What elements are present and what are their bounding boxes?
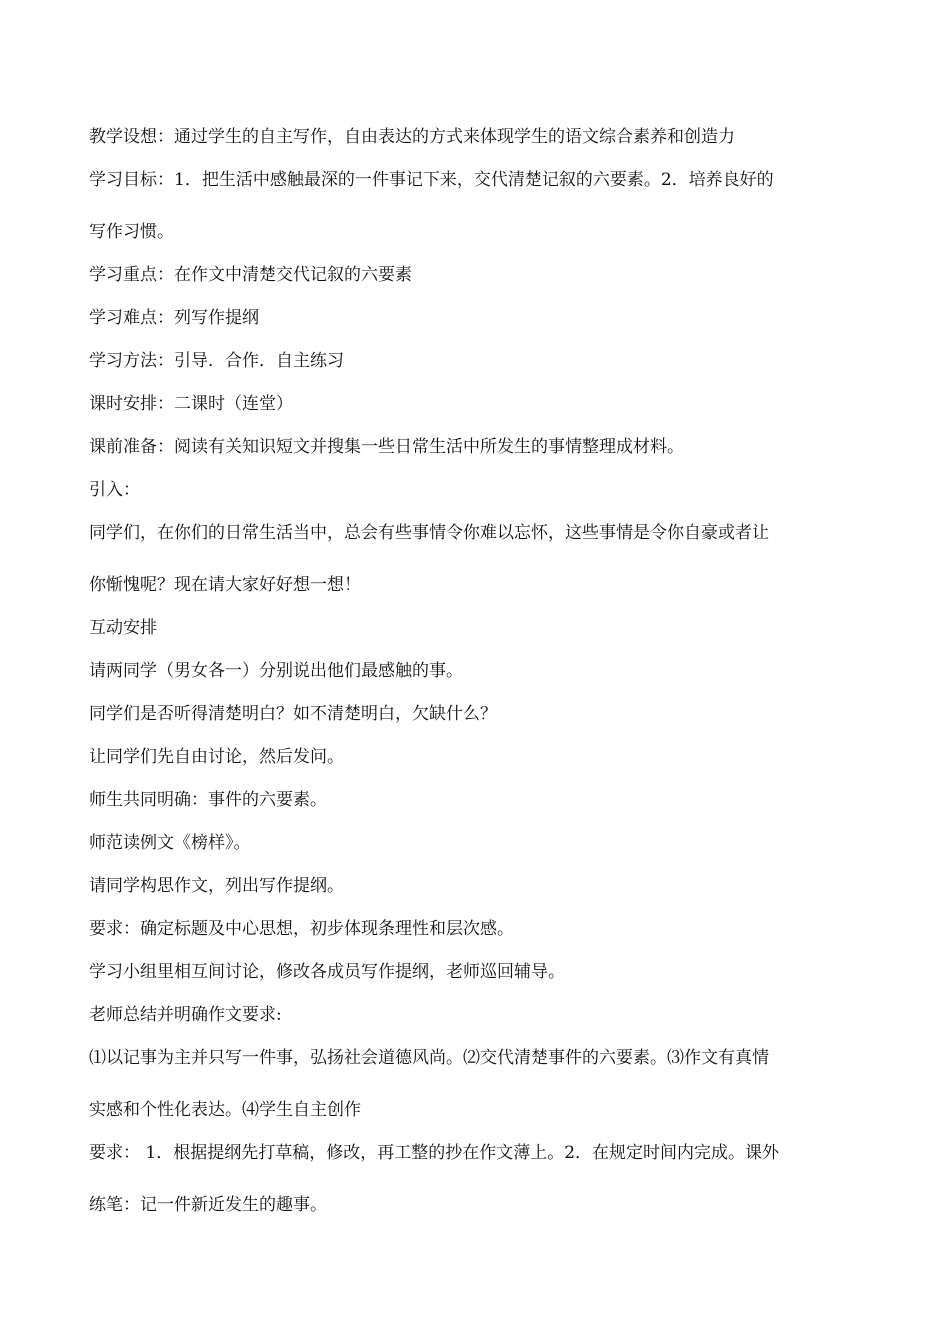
writing-requirements <box>89 1045 865 1123</box>
teaching-design: 教学设想：通过学生的自主写作，自由表达的方式来体现学生的语文综合素养和创造力 <box>89 127 735 147</box>
step-2: 同学们是否听得清楚明白？如不清楚明白，欠缺什么？ <box>89 704 497 724</box>
intro-line-1: 同学们，在你们的日常生活当中，总会有些事情令你难以忘怀，这些事情是令你自豪或者让 <box>89 523 769 543</box>
step-5: 师范读例文《榜样》。 <box>89 833 251 853</box>
intro-label: 引入： <box>89 480 140 500</box>
final-requirements <box>89 1140 865 1218</box>
requirements-line-2: 实感和个性化表达。⑷学生自主创作 <box>89 1100 361 1120</box>
step-3: 让同学们先自由讨论，然后发问。 <box>89 747 344 767</box>
learning-goals-line-1: 学习目标：1．把生活中感触最深的一件事记下来，交代清楚记叙的六要素。2．培养良好的 <box>89 170 774 190</box>
step-6: 请同学构思作文，列出写作提纲。 <box>89 876 344 896</box>
learning-method: 学习方法：引导．合作．自主练习 <box>89 351 344 371</box>
difficulty: 学习难点：列写作提纲 <box>89 308 259 328</box>
key-point: 学习重点：在作文中清楚交代记叙的六要素 <box>89 265 412 285</box>
document-page <box>89 124 865 1235</box>
learning-goals-line-2: 写作习惯。 <box>89 222 174 242</box>
preparation: 课前准备：阅读有关知识短文并搜集一些日常生活中所发生的事情整理成材料。 <box>89 437 684 457</box>
step-7: 要求：确定标题及中心思想，初步体现条理性和层次感。 <box>89 919 514 939</box>
final-line-1: 要求： 1．根据提纲先打草稿，修改，再工整的抄在作文薄上。2．在规定时间内完成。课外 <box>89 1143 780 1163</box>
step-9: 老师总结并明确作文要求: <box>89 1005 282 1025</box>
learning-goals <box>89 167 865 245</box>
intro-paragraph <box>89 520 865 598</box>
step-8: 学习小组里相互间讨论，修改各成员写作提纲，老师巡回辅导。 <box>89 962 565 982</box>
intro-line-2: 你惭愧呢？现在请大家好好想一想！ <box>89 575 361 595</box>
step-4: 师生共同明确：事件的六要素。 <box>89 790 327 810</box>
class-schedule: 课时安排：二课时（连堂） <box>89 394 293 414</box>
step-1: 请两同学（男女各一）分别说出他们最感触的事。 <box>89 661 463 681</box>
interaction-heading: 互动安排 <box>89 618 157 638</box>
requirements-line-1: ⑴以记事为主并只写一件事，弘扬社会道德风尚。⑵交代清楚事件的六要素。⑶作文有真情 <box>89 1048 769 1068</box>
final-line-2: 练笔：记一件新近发生的趣事。 <box>89 1195 327 1215</box>
